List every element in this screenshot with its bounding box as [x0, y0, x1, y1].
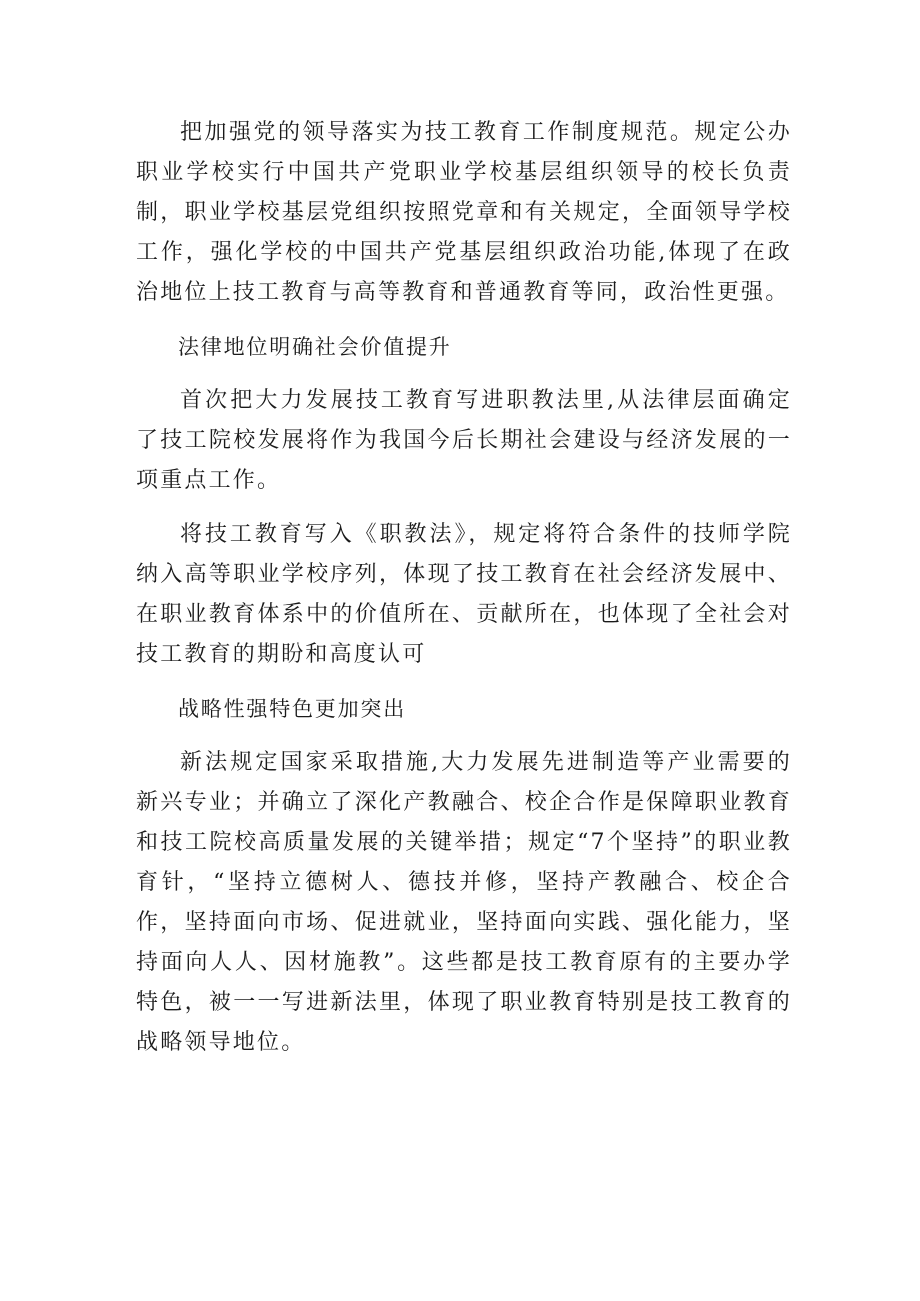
document-body: [136, 113, 792, 1077]
paragraph-law-inclusion: 首次把大力发展技工教育写进职教法里,从法律层面确定了技工院校发展将作为我国今后长期社会建设与经济发展的一项重点工作。: [136, 388, 792, 493]
paragraph-new-law-measures: 新法规定国家采取措施,大力发展先进制造等产业需要的新兴专业；并确立了深化产教融合、校企合作是保障职业教育和技工院校高质量发展的关键举措；规定“7个坚持”的职业教育针，“坚持立德树人、德技并修，坚持产教融合、校企合作，坚持面向市场、促进就业，坚持面向实践、强化能力，坚持面向人人、因材施教”。这些都是技工教育原有的主要办学特色，被一一写进新法里，体现了职业教育特别是技工教育的战略领导地位。: [136, 750, 792, 1055]
section-heading-strategic: 战略性强特色更加突出: [178, 697, 406, 721]
section-heading-legal-status: 法律地位明确社会价值提升: [178, 335, 452, 359]
paragraph-vocational-law: 将技工教育写入《职教法》，规定将符合条件的技师学院纳入高等职业学校序列，体现了技工教育在社会经济发展中、在职业教育体系中的价值所在、贡献所在，也体现了全社会对技工教育的期盼和高度认可: [136, 522, 792, 667]
paragraph-party-leadership: 把加强党的领导落实为技工教育工作制度规范。规定公办职业学校实行中国共产党职业学校基层组织领导的校长负责制，职业学校基层党组织按照党章和有关规定，全面领导学校工作，强化学校的中国共产党基层组织政治功能,体现了在政治地位上技工教育与高等教育和普通教育等同，政治性更强。: [136, 120, 792, 305]
